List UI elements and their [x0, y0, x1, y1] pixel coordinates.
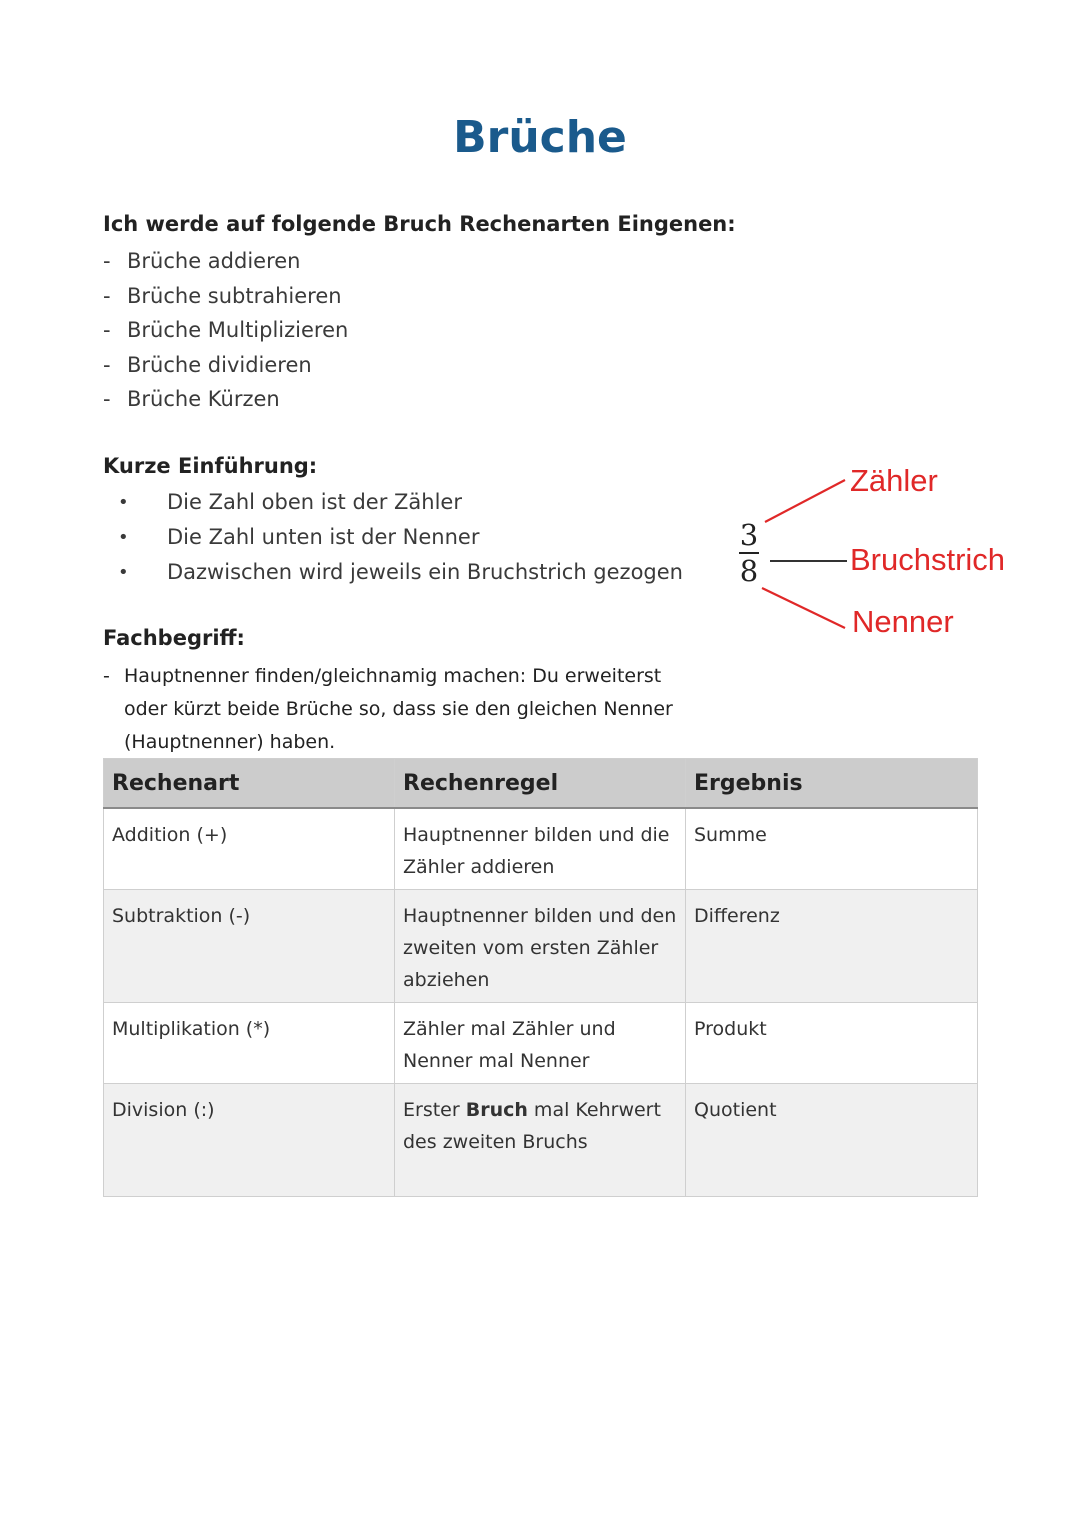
page-title: Brüche — [453, 112, 627, 163]
fraction-denominator: 8 — [739, 554, 759, 588]
nenner-pointer-line — [762, 588, 845, 628]
table-cell: Erster Bruch mal Kehrwert des zweiten Bruchs — [395, 1084, 686, 1197]
fachbegriff-definition: - Hauptnenner finden/gleichnamig machen: Du erweiterst oder kürzt beide Brüche so, dass sie den gleichen Nenner (Hauptnenner) haben. — [103, 660, 703, 759]
einfuehrung-heading: Kurze Einführung: — [103, 454, 318, 478]
table-row — [104, 1003, 978, 1084]
table-row — [104, 1084, 978, 1197]
list-item: - Brüche addieren — [103, 249, 301, 273]
table-cell: Subtraktion (-) — [104, 890, 395, 1003]
list-item: - Brüche dividieren — [103, 352, 312, 377]
nenner-label: Nenner — [852, 604, 954, 639]
table-cell: Multiplikation (*) — [104, 1003, 395, 1084]
table-header-row — [104, 759, 978, 809]
table-cell: Produkt — [686, 1003, 978, 1084]
list-item: - Brüche subtrahieren — [103, 283, 342, 308]
column-header: Rechenregel — [395, 759, 686, 809]
intro-heading: Ich werde auf folgende Bruch Rechenarten Eingenen: — [103, 212, 736, 236]
column-header: Ergebnis — [686, 759, 978, 809]
bruchstrich-label: Bruchstrich — [850, 542, 1006, 577]
zaehler-pointer-line — [765, 480, 845, 522]
table-cell: Hauptnenner bilden und den zweiten vom ersten Zähler abziehen — [395, 890, 686, 1003]
table-cell: Hauptnenner bilden und die Zähler addieren — [395, 808, 686, 890]
list-item: • Die Zahl unten ist der Nenner — [118, 525, 480, 549]
rechenarten-table — [103, 758, 978, 1197]
table-cell: Zähler mal Zähler und Nenner mal Nenner — [395, 1003, 686, 1084]
table-cell: Addition (+) — [104, 808, 395, 890]
fraction-numerator: 3 — [739, 518, 759, 552]
table-row — [104, 890, 978, 1003]
zaehler-label: Zähler — [850, 463, 938, 498]
fachbegriff-text: Hauptnenner finden/gleichnamig machen: Du erweiterst oder kürzt beide Brüche so, dass sie den gleichen Nenner (Hauptnenner) haben. — [124, 665, 673, 753]
table-cell: Division (:) — [104, 1084, 395, 1197]
list-item: - Brüche Multiplizieren — [103, 318, 349, 342]
fachbegriff-heading: Fachbegriff: — [103, 626, 245, 650]
table-cell: Differenz — [686, 890, 978, 1003]
table-cell: Summe — [686, 808, 978, 890]
table-cell: Quotient — [686, 1084, 978, 1197]
column-header: Rechenart — [104, 759, 395, 809]
list-item: • Dazwischen wird jeweils ein Bruchstrich gezogen — [118, 560, 683, 584]
table-row — [104, 808, 978, 890]
list-item: • Die Zahl oben ist der Zähler — [118, 490, 462, 514]
list-item: - Brüche Kürzen — [103, 387, 280, 411]
